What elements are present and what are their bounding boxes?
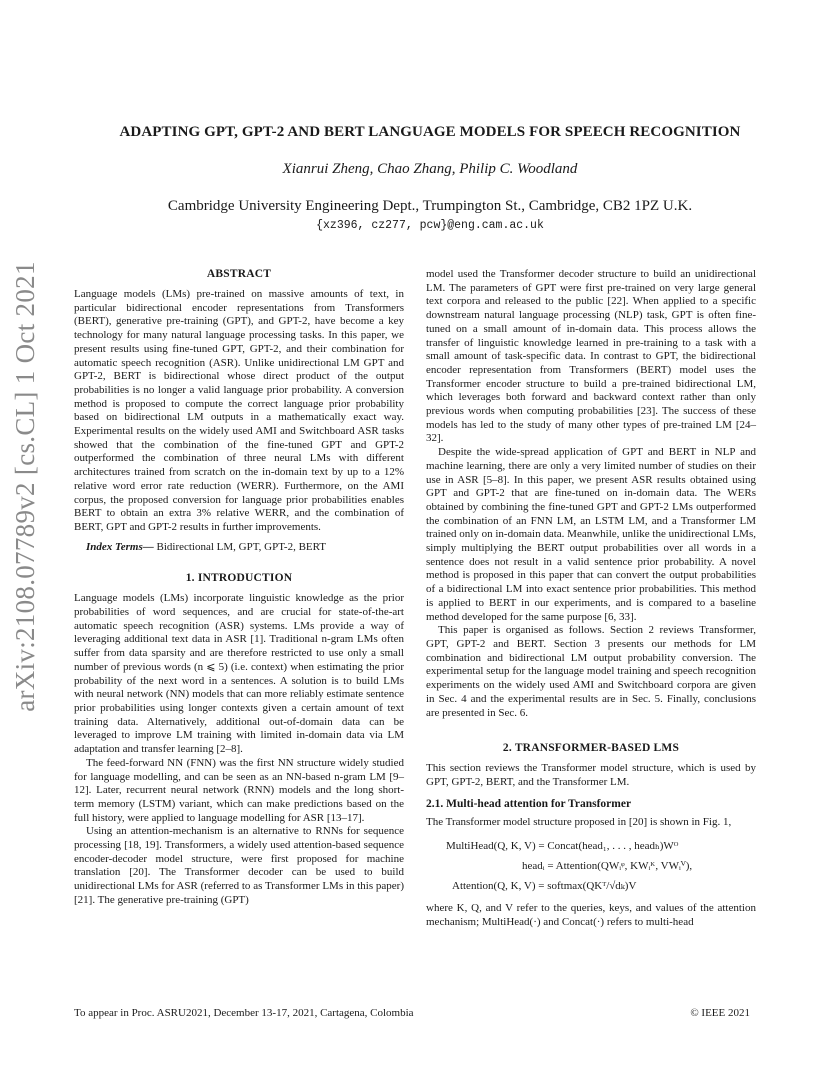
equation-head: headᵢ = Attention(QWᵢᵠ, KWᵢᴷ, VWᵢⱽ),: [522, 860, 693, 873]
intro-paragraph-5: Despite the wide-spread application of GPT and BERT in NLP and machine learning, there are only a very limited number of studies on their use in ASR [5–8]. In this paper, we present ASR results obtained using GPT and GPT-2 that are fine-tuned on in-domain data. The WERs obtained by combining the fine-tuned GPT and GPT-2 LMs outperformed the combination of an FNN LM, an LSTM LM, and a Transformer LM trained only on in-domain data. Meanwhile, unlike the unidirectional LMs, simply multiplying the BERT output probabilities over all words in a sentence does not result in a valid sentence prior probability. A novel method is proposed in this paper that can convert the output probabilities of a bidirectional LM into exact sentence prior probabilities. This method is applied to BERT in our experiments, and is compared to a baseline method developed for the same purpose [6, 33].: [426, 446, 756, 623]
abstract-heading: ABSTRACT: [206, 268, 272, 280]
intro-paragraph-3: Using an attention-mechanism is an alternative to RNNs for sequence processing [18, 19]. Transformers, a widely used attention-based sequence encoder-decoder model structure, were first proposed for machine translation [20]. The Transformer decoder can be used to build unidirectional LMs for ASR (referred to as Transformer LMs in this paper) [21]. The generative pre-training (GPT): [74, 825, 404, 906]
intro-paragraph-2: The feed-forward NN (FNN) was the first NN structure widely studied for language modelling, and can be seen as an NN-based n-gram LM [9–12]. Later, recurrent neural network (RNN) models and the long short-term memory (LSTM) variant, which can make predictions based on the full history, were applied to language modelling for ASR [13–17].: [74, 756, 404, 824]
section-2-1-paragraph-2: where K, Q, and V refer to the queries, keys, and values of the attention mechanism; MultiHead(·) and Concat(·) refers to multi-head: [426, 902, 756, 929]
equation-attention: Attention(Q, K, V) = softmax(QKᵀ/√dₖ)V: [452, 880, 637, 893]
author-emails: {xz396, cz277, pcw}@eng.cam.ac.uk: [316, 219, 544, 232]
right-column: [426, 268, 756, 930]
subsection-2-1-heading: 2.1. Multi-head attention for Transformer: [426, 797, 632, 810]
affiliation: Cambridge University Engineering Dept., Trumpington St., Cambridge, CB2 1PZ U.K.: [167, 198, 693, 214]
intro-paragraph-1: Language models (LMs) incorporate linguistic knowledge as the prior probabilities of word sequences, and are crucial for state-of-the-art automatic speech recognition (ASR) systems. LMs provide a way of leveraging additional text data in ASR [1]. Traditional n-gram LMs often suffer from data sparsity and are therefore restricted to use only a small number of previous words (n ⩽ 5) (i.e. context) when estimating the prior probability of the next word in a sentences. A solution is to build LMs with neural network (NN) models that can more reliably estimate sentence prior probabilities using longer contexts given a certain amount of text training data. Alternatively, additional out-of-domain data can be leveraged to improve LM training with limited in-domain data via LM adaptation and transfer learning [2–8].: [74, 592, 404, 756]
index-terms-label: Index Terms—: [86, 540, 154, 553]
introduction-heading: 1. INTRODUCTION: [185, 572, 293, 585]
index-terms: [74, 541, 404, 555]
section-2-1-paragraph-1: The Transformer model structure proposed in [20] is shown in Fig. 1,: [426, 815, 732, 828]
abstract-text: Language models (LMs) pre-trained on massive amounts of text, in particular bidirectional encoder representations from Transformers (BERT), generative pre-training (GPT), and GPT-2, have become a key technology for many natural language processing tasks. In this paper, we present results using fine-tuned GPT, GPT-2, and their combination for automatic speech recognition (ASR). Unlike unidirectional LM GPT and GPT-2, BERT is bidirectional whose direct product of the output probabilities is no longer a valid language prior probability. A conversion method is proposed to compute the correct language prior probability based on bidirectional LM outputs in a mathematically exact way. Experimental results on the widely used AMI and Switchboard ASR tasks showed that the combination of the fine-tuned GPT and GPT-2 outperformed the combination of three neural LMs with different architectures trained from scratch on the in-domain text by up to a 12% relative word error rate reduction (WERR). Furthermore, on the AMI corpus, the proposed conversion for language prior probabilities enables BERT to obtain an extra 3% relative WERR, and the combination of BERT, GPT and GPT-2 results in further improvements.: [74, 288, 404, 533]
intro-paragraph-6: This paper is organised as follows. Section 2 reviews Transformer, GPT, GPT-2 and BERT. Section 3 presents our methods for LM combination and bidirectional LM output probability conversion. The experimental setup for the language model training and speech recognition experiments on the widely used AMI and Switchboard corpora are given in Sec. 4 and the experimental results are in Sec. 5. Finally, conclusions are presented in Sec. 6.: [426, 624, 756, 719]
intro-paragraph-4: model used the Transformer decoder structure to build an unidirectional LM. The parameters of GPT were first pre-trained on very large general text corpora and released to the public [22]. When applied to a specific downstream natural language processing (NLP) task, GPT is often fine-tuned on a small amount of in-domain data. This process allows the transfer of linguistic knowledge learned in pre-training to a task with a small amount of task-specific data. In contrast to GPT, the bidirectional encoder representation from Transformers (BERT) model uses the Transformer encoder structure to build a pre-trained bidirectional LM, which leverages both forward and backward context rather than only previous words when computing probabilities [23]. The success of these models has led to the study of many other types of pre-trained LM [24–32].: [426, 268, 756, 445]
author-list: Xianrui Zheng, Chao Zhang, Philip C. Woodland: [282, 161, 578, 177]
arxiv-identifier: [4, 260, 46, 712]
index-terms-list: Bidirectional LM, GPT, GPT-2, BERT: [156, 540, 327, 553]
footer-venue: To appear in Proc. ASRU2021, December 13-17, 2021, Cartagena, Colombia: [74, 1007, 414, 1019]
equation-block: [426, 836, 756, 896]
section-2-heading: 2. TRANSFORMER-BASED LMS: [502, 742, 680, 755]
left-column: [74, 268, 404, 908]
section-2-paragraph-1: This section reviews the Transformer model structure, which is used by GPT, GPT-2, BERT, and the Transformer LM.: [426, 762, 756, 788]
equation-multihead: MultiHead(Q, K, V) = Concat(head₁, . . . , headₕ)Wᴼ: [446, 840, 679, 853]
footer-copyright: © IEEE 2021: [690, 1007, 750, 1019]
paper-title: ADAPTING GPT, GPT-2 AND BERT LANGUAGE MODELS FOR SPEECH RECOGNITION: [119, 124, 741, 140]
arxiv-identifier-text: arXiv:2108.07789v2 [cs.CL] 1 Oct 2021: [9, 260, 40, 712]
